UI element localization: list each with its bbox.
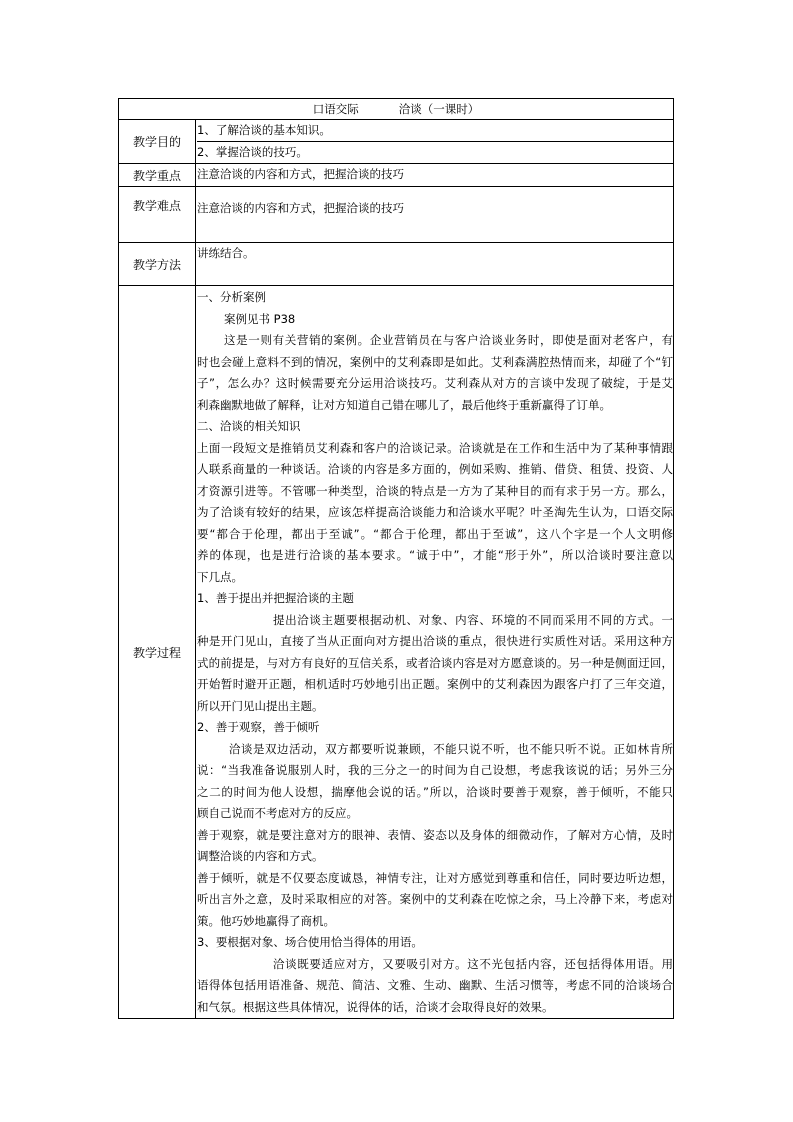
- process-line: 养的体现，也是进行洽谈的基本要求。“诚于中”，才能“形于外”，所以洽谈时要注意以: [197, 548, 673, 562]
- title-right: 洽谈（一课时）: [398, 102, 480, 116]
- process-line: 洽谈既要适应对方，又要吸引对方。这不光包括内容，还包括得体用语。用: [273, 956, 673, 971]
- key-point-content: [196, 164, 674, 187]
- process-line: 调整洽谈的内容和方式。: [197, 849, 324, 863]
- process-line: 语得体包括用语准备、规范、简洁、文雅、生动、幽默、生活习惯等，考虑不同的洽谈场合: [197, 978, 673, 992]
- process-line: 下几点。: [197, 569, 243, 584]
- process-heading-2-2: 2、善于观察，善于倾听: [197, 720, 320, 734]
- method-content: [196, 243, 674, 286]
- process-line: 之二的时间为他人设想，揣摩他会说的话。”所以，洽谈时要善于观察，善于倾听，不能只: [197, 784, 673, 799]
- process-heading-2-3: 3、要根据对象、场合使用恰当得体的用语。: [197, 935, 423, 949]
- process-label: 教学过程: [119, 286, 196, 1019]
- objective-content: [196, 120, 674, 164]
- process-line: 提出洽谈主题要根据动机、对象、内容、环境的不同而采用不同的方式。一: [273, 612, 673, 627]
- process-line: 种是开门见山，直接了当从正面向对方提出洽谈的重点，很快进行实质性对话。采用这种方: [197, 634, 673, 648]
- lesson-title: [119, 99, 674, 120]
- method-text: 讲练结合。: [197, 246, 255, 260]
- key-point-text: 注意洽谈的内容和方式，把握洽谈的技巧: [197, 167, 404, 181]
- process-line: 开始暂时避开正题，相机适时巧妙地引出正题。案例中的艾利森因为跟客户打了三年交道，: [197, 677, 673, 691]
- objective-item-1: 1、了解洽谈的基本知识。: [197, 123, 331, 137]
- process-line: 洽谈是双边活动，双方都要听说兼顾，不能只说不听，也不能只听不说。正如林肯所: [229, 741, 673, 756]
- process-line: 和气氛。根据这些具体情况，说得体的话，洽谈才会取得良好的效果。: [197, 999, 554, 1014]
- process-line: 利森幽默地做了解释，让对方知道自己错在哪儿了，最后他终于重新赢得了订单。: [197, 397, 611, 412]
- process-content: [196, 286, 674, 1019]
- difficulty-label: 教学难点: [119, 187, 196, 243]
- process-line: 听出言外之意，及时采取相应的对答。案例中的艾利森在吃惊之余，马上冷静下来，考虑对: [197, 892, 673, 906]
- difficulty-content: [196, 187, 674, 243]
- title-left: 口语交际: [312, 102, 359, 116]
- process-heading-1: 一、分析案例: [197, 290, 266, 304]
- process-line: 为了洽谈有较好的结果，应该怎样提高洽谈能力和洽谈水平呢？叶圣淘先生认为，口语交际: [197, 505, 673, 519]
- process-line: 才资源引进等。不管哪一种类型，洽谈的特点是一方为了某种目的而有求于另一方。那么，: [197, 483, 673, 498]
- process-line: 要“都合于伦理，都出于至诚”。“都合于伦理，都出于至诚”，这八个字是一个人文明修: [197, 526, 673, 541]
- lesson-plan-table: [118, 98, 674, 1019]
- process-line: 上面一段短文是推销员艾利森和客户的洽谈记录。洽谈就是在工作和生活中为了某种事情跟: [197, 440, 673, 455]
- process-line: 人联系商量的一种谈话。洽谈的内容是多方面的，例如采购、推销、借贷、租赁、投资、人: [197, 462, 673, 476]
- process-heading-2-1: 1、善于提出并把握洽谈的主题: [197, 591, 354, 605]
- process-line: 善于观察，就是要注意对方的眼神、表情、姿态以及身体的细微动作，了解对方心情，及时: [197, 827, 673, 842]
- process-line: 子”，怎么办？这时候需要充分运用洽谈技巧。艾利森从对方的言谈中发现了破绽，于是艾: [197, 376, 673, 390]
- process-line: 这是一则有关营销的案例。企业营销员在与客户洽谈业务时，即使是面对老客户，有: [224, 333, 673, 347]
- process-line: 案例见书 P38: [224, 311, 296, 326]
- process-heading-2: 二、洽谈的相关知识: [197, 419, 301, 433]
- process-line: 顾自己说而不考虑对方的反应。: [197, 806, 358, 820]
- process-line: 时也会碰上意料不到的情况，案例中的艾利森即是如此。艾利森满腔热情而来，却碰了个“钉: [197, 354, 673, 369]
- difficulty-text: 注意洽谈的内容和方式，把握洽谈的技巧: [197, 201, 404, 215]
- process-line: 说：“当我准备说服别人时，我的三分之一的时间为自己设想，考虑我该说的话；另外三分: [197, 763, 673, 777]
- process-line: 策。他巧妙地赢得了商机。: [197, 913, 335, 928]
- objective-label: 教学目的: [119, 120, 196, 164]
- process-line: 式的前提是，与对方有良好的互信关系，或者洽谈内容是对方愿意谈的。另一种是侧面迂回，: [197, 655, 673, 670]
- method-label: 教学方法: [119, 243, 196, 286]
- process-line: 所以开门见山提出主题。: [197, 698, 324, 713]
- objective-item-2: 2、掌握洽谈的技巧。: [197, 141, 673, 163]
- key-point-label: 教学重点: [119, 164, 196, 187]
- process-line: 善于倾听，就是不仅要态度诚恳，神情专注，让对方感觉到尊重和信任，同时要边听边想，: [197, 870, 673, 885]
